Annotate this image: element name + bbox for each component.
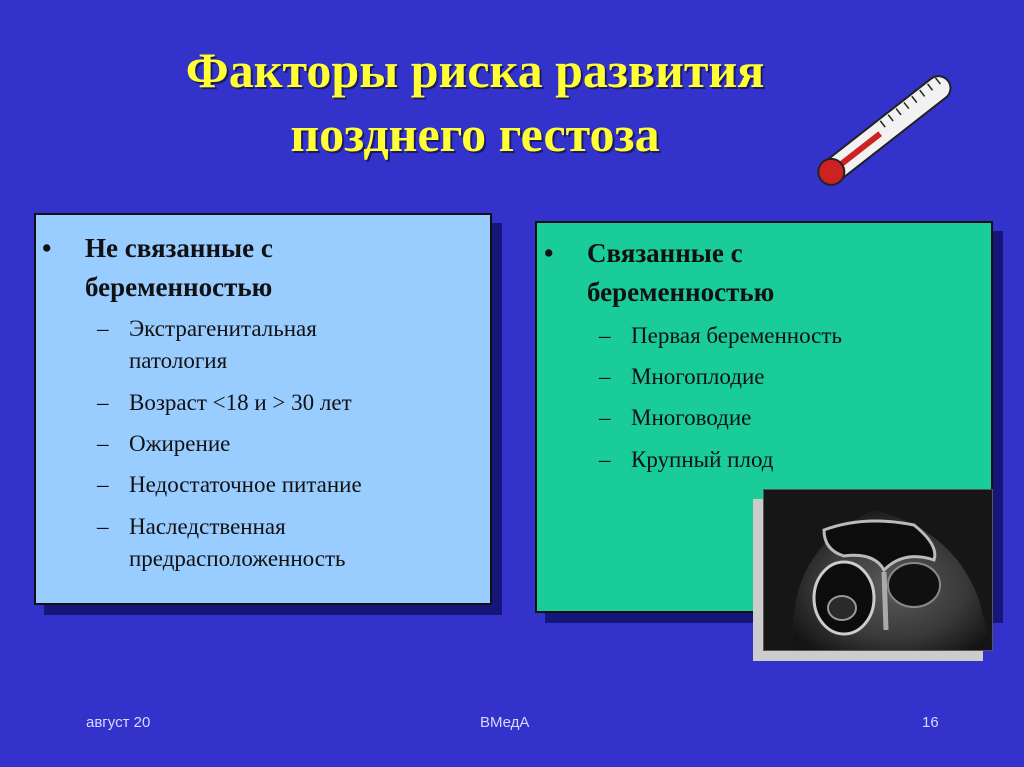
list-item: – Ожирение	[97, 431, 231, 456]
list-item: – Возраст <18 и > 30 лет	[97, 390, 352, 415]
related-heading: • Связанные с беременностью	[587, 234, 774, 312]
list-item: – Наследственная предрасположенность	[97, 514, 346, 571]
bullet-glyph: •	[544, 238, 554, 268]
page-number: 16	[922, 714, 939, 731]
slide-title	[60, 38, 890, 166]
thermometer-icon	[800, 55, 975, 215]
title-line-1: Факторы риска развития	[185, 42, 765, 98]
bullet-glyph: •	[42, 233, 52, 263]
unrelated-heading: • Не связанные с беременностью	[85, 229, 273, 307]
ultrasound-image	[763, 489, 993, 651]
list-item: – Недостаточное питание	[97, 472, 362, 497]
footer-date: август 20	[86, 714, 151, 731]
list-item: – Крупный плод	[599, 447, 774, 472]
list-item: – Многоводие	[599, 405, 752, 430]
footer-center: ВМедА	[480, 714, 530, 731]
title-line-2: позднего гестоза	[290, 106, 660, 162]
unrelated-factors-box	[34, 213, 492, 605]
list-item: – Первая беременность	[599, 323, 842, 348]
list-item: – Экстрагенитальная патология	[97, 316, 317, 373]
list-item: – Многоплодие	[599, 364, 765, 389]
